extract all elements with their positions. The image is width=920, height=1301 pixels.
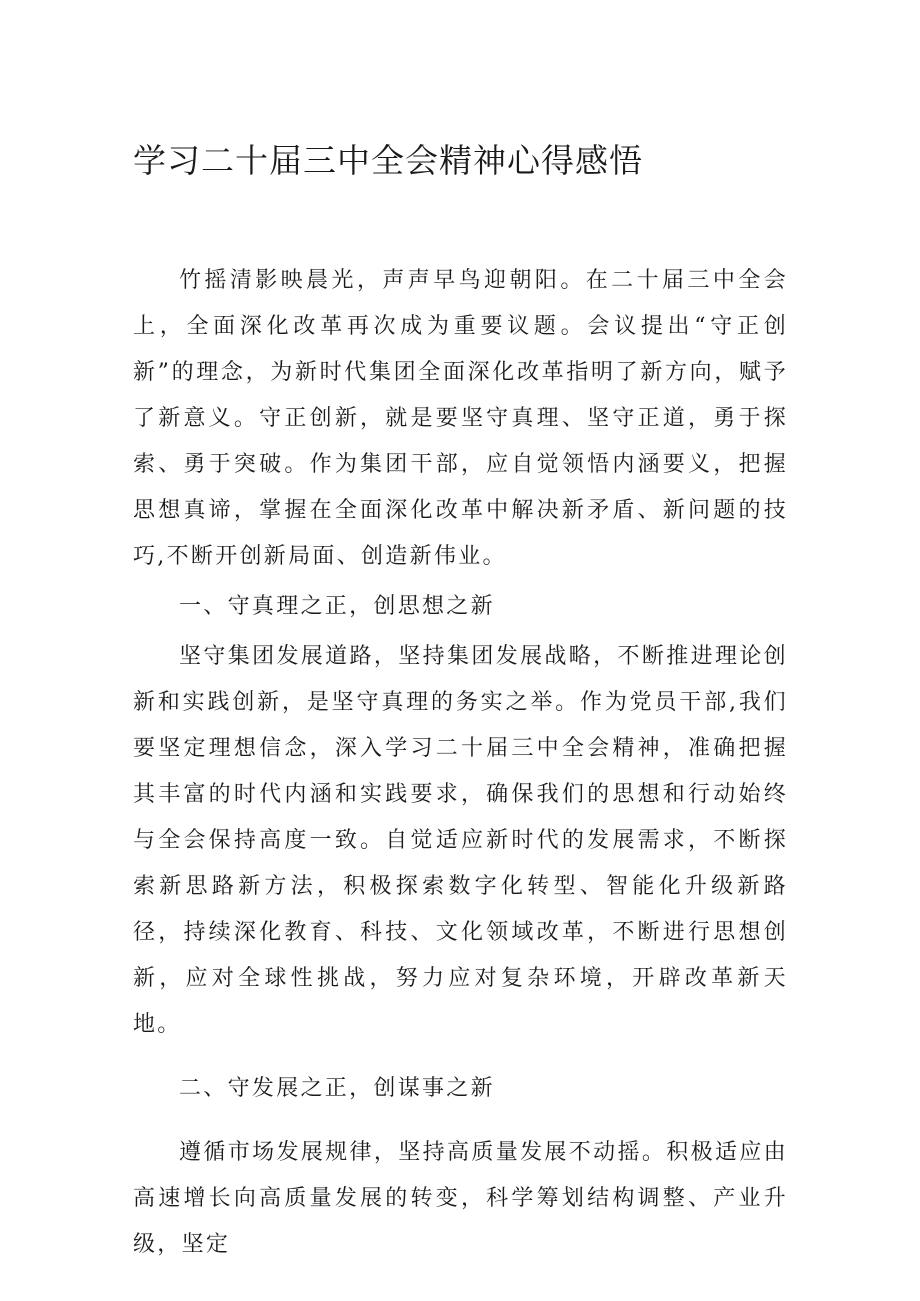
section-1-paragraph: 坚守集团发展道路，坚持集团发展战略，不断推进理论创新和实践创新，是坚守真理的务实之举。作为党员干部,我们要坚定理想信念，深入学习二十届三中全会精神，准确把握其丰富的时代内涵和实践要求，确保我们的思想和行动始终与全会保持高度一致。自觉适应新时代的发展需求，不断探索新思路新方法，积极探索数字化转型、智能化升级新路径，持续深化教育、科技、文化领域改革，不断进行思想创新，应对全球性挑战，努力应对复杂环境，开辟改革新天地。	[133, 644, 788, 1037]
section-2-paragraph: 遵循市场发展规律，坚持高质量发展不动摇。积极适应由高速增长向高质量发展的转变，科学筹划结构调整、产业升级，坚定	[133, 1140, 788, 1257]
intro-paragraph: 竹摇清影映晨光，声声早鸟迎朝阳。在二十届三中全会上，全面深化改革再次成为重要议题。会议提出“守正创新”的理念，为新时代集团全面深化改革指明了新方向，赋予了新意义。守正创新，就是要坚守真理、坚守正道，勇于探索、勇于突破。作为集团干部，应自觉领悟内涵要义，把握思想真谛，掌握在全面深化改革中解决新矛盾、新问题的技巧,不断开创新局面、创造新伟业。	[133, 268, 788, 569]
document-body	[133, 258, 788, 1268]
document-title: 学习二十届三中全会精神心得感悟	[133, 141, 643, 180]
section-heading-2: 二、守发展之正，创谋事之新	[179, 1076, 495, 1101]
section-heading-1: 一、守真理之正，创思想之新	[179, 594, 495, 619]
